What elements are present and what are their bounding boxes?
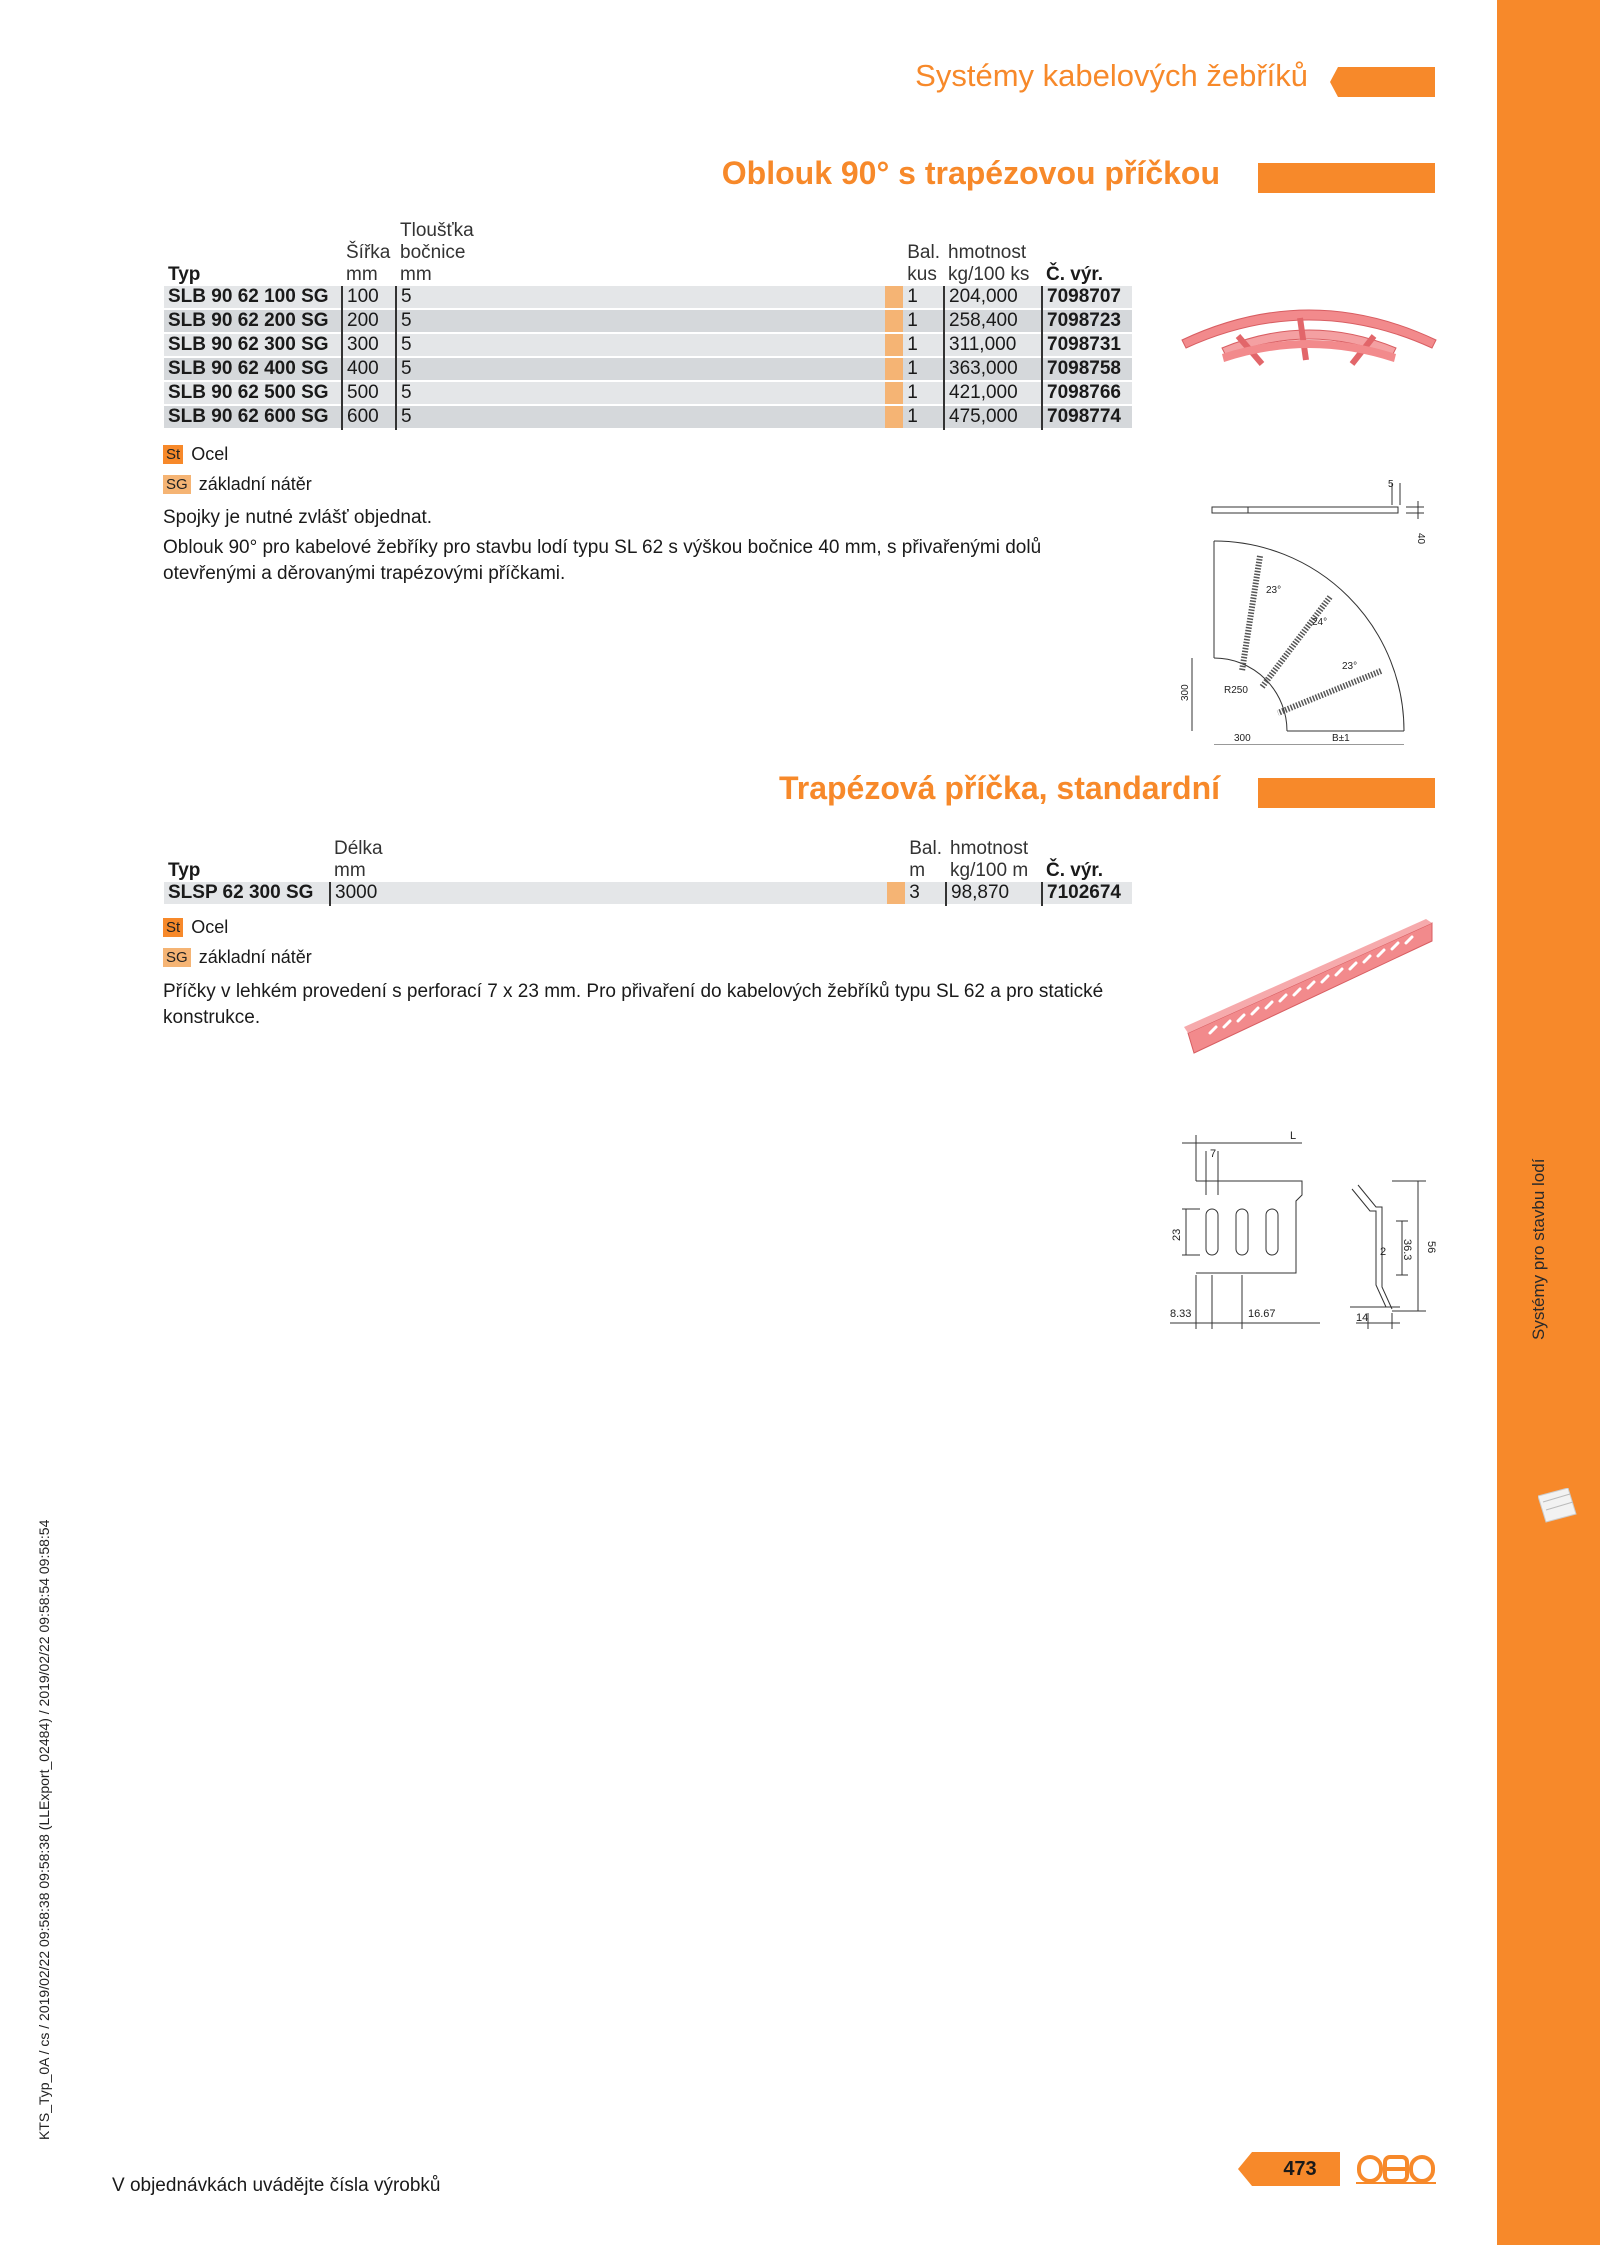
obo-logo: [1356, 2152, 1436, 2186]
svg-text:R250: R250: [1224, 685, 1248, 696]
table-row: SLB 90 62 200 SG 200 5 1 258,400 7098723: [164, 309, 1132, 333]
col-cislo: Č. výr.: [1046, 264, 1104, 285]
svg-text:L: L: [1290, 1130, 1297, 1142]
table-row: SLB 90 62 600 SG 600 5 1 475,000 7098774: [164, 405, 1132, 429]
legend-sg: [163, 474, 312, 495]
table-row: SLSP 62 300 SG 3000 3 98,870 7102674: [164, 882, 1132, 905]
section2-bar: [1258, 778, 1435, 808]
col-bal: Bal. kus: [907, 242, 940, 285]
section2-title: Trapézová příčka, standardní: [778, 770, 1220, 806]
legend-label: základní nátěr: [198, 474, 312, 494]
coating-badge: SG: [163, 948, 191, 967]
coating-badge: SG: [163, 475, 191, 494]
table-row: SLB 90 62 300 SG 300 5 1 311,000 7098731: [164, 333, 1132, 357]
svg-text:16.67: 16.67: [1248, 1308, 1276, 1320]
section1-note: Spojky je nutné zvlášť objednat.: [163, 507, 433, 528]
svg-text:8.33: 8.33: [1170, 1308, 1192, 1320]
section1-description: Oblouk 90° pro kabelové žebříky pro stavbu lodí typu SL 62 s výškou bočnice 40 mm, s přivařenými dolů otevřenými a děrovanými trapézovými příčkami.: [163, 537, 1042, 584]
col-tloustka: Tloušťka bočnice mm: [400, 220, 474, 285]
table-row: SLB 90 62 100 SG 100 5 1 204,000 7098707: [164, 286, 1132, 309]
bend-product-image: [1178, 298, 1440, 378]
section2-table: [164, 838, 1132, 906]
col-typ: Typ: [168, 860, 201, 881]
svg-text:56: 56: [1425, 1241, 1437, 1254]
svg-text:2: 2: [1380, 1246, 1387, 1258]
legend-label: Ocel: [191, 444, 229, 464]
rung-product-image: [1180, 915, 1440, 1065]
table-header: [164, 220, 1132, 286]
material-badge: St: [163, 918, 183, 937]
section1-table: [164, 220, 1132, 430]
chapter-marker-icon: [1538, 1488, 1582, 1532]
material-badge: St: [163, 445, 183, 464]
svg-text:23°: 23°: [1266, 585, 1282, 596]
section1-bar: [1258, 163, 1435, 193]
section1-title: Oblouk 90° s trapézovou příčkou: [721, 155, 1220, 191]
legend-st: [163, 917, 228, 938]
section2-description: Příčky v lehkém provedení s perforací 7 x 23 mm. Pro přivaření do kabelových žebříků typu SL 62 a pro statické konstrukce.: [163, 981, 1104, 1028]
col-bal: Bal. m: [909, 838, 942, 881]
col-delka: Délka mm: [334, 838, 383, 881]
svg-text:23°: 23°: [1342, 661, 1358, 672]
legend-st: [163, 444, 228, 465]
svg-text:300: 300: [1234, 733, 1251, 744]
svg-text:B±1: B±1: [1332, 733, 1350, 744]
legend-label: základní nátěr: [198, 947, 312, 967]
table-row: SLB 90 62 400 SG 400 5 1 363,000 7098758: [164, 357, 1132, 381]
col-cislo: Č. výr.: [1046, 860, 1104, 881]
col-typ: Typ: [168, 264, 201, 285]
svg-text:40: 40: [1415, 533, 1426, 545]
side-band: [1497, 0, 1600, 2245]
legend-label: Ocel: [191, 917, 229, 937]
side-label: Systémy pro stavbu lodí: [1529, 1158, 1548, 1340]
svg-text:300: 300: [1180, 684, 1191, 701]
rung-technical-drawing: [1160, 1125, 1440, 1335]
col-sirka: Šířka mm: [346, 242, 391, 285]
print-metadata: KTS_Typ_0A / cs / 2019/02/22 09:58:38 09:58:38 (LLExport_02484) / 2019/02/22 09:58:54 09:58:54: [36, 1519, 52, 2140]
header-tab: [1330, 67, 1435, 97]
table-row: SLB 90 62 500 SG 500 5 1 421,000 7098766: [164, 381, 1132, 405]
col-hmotnost: hmotnost kg/100 ks: [948, 242, 1030, 285]
svg-text:36.3: 36.3: [1401, 1239, 1413, 1261]
bend-technical-drawing: [1178, 475, 1440, 745]
svg-text:5: 5: [1388, 479, 1394, 490]
col-hmotnost: hmotnost kg/100 m: [950, 838, 1029, 881]
table-header: [164, 838, 1132, 882]
header-title: Systémy kabelových žebříků: [915, 58, 1308, 93]
svg-text:7: 7: [1210, 1148, 1217, 1160]
page-number: 473: [1283, 2158, 1317, 2180]
svg-text:23: 23: [1171, 1228, 1183, 1241]
svg-text:24°: 24°: [1312, 617, 1328, 628]
legend-sg: [163, 947, 312, 968]
footer-note: V objednávkách uvádějte čísla výrobků: [112, 2175, 441, 2196]
svg-text:14: 14: [1356, 1312, 1369, 1324]
